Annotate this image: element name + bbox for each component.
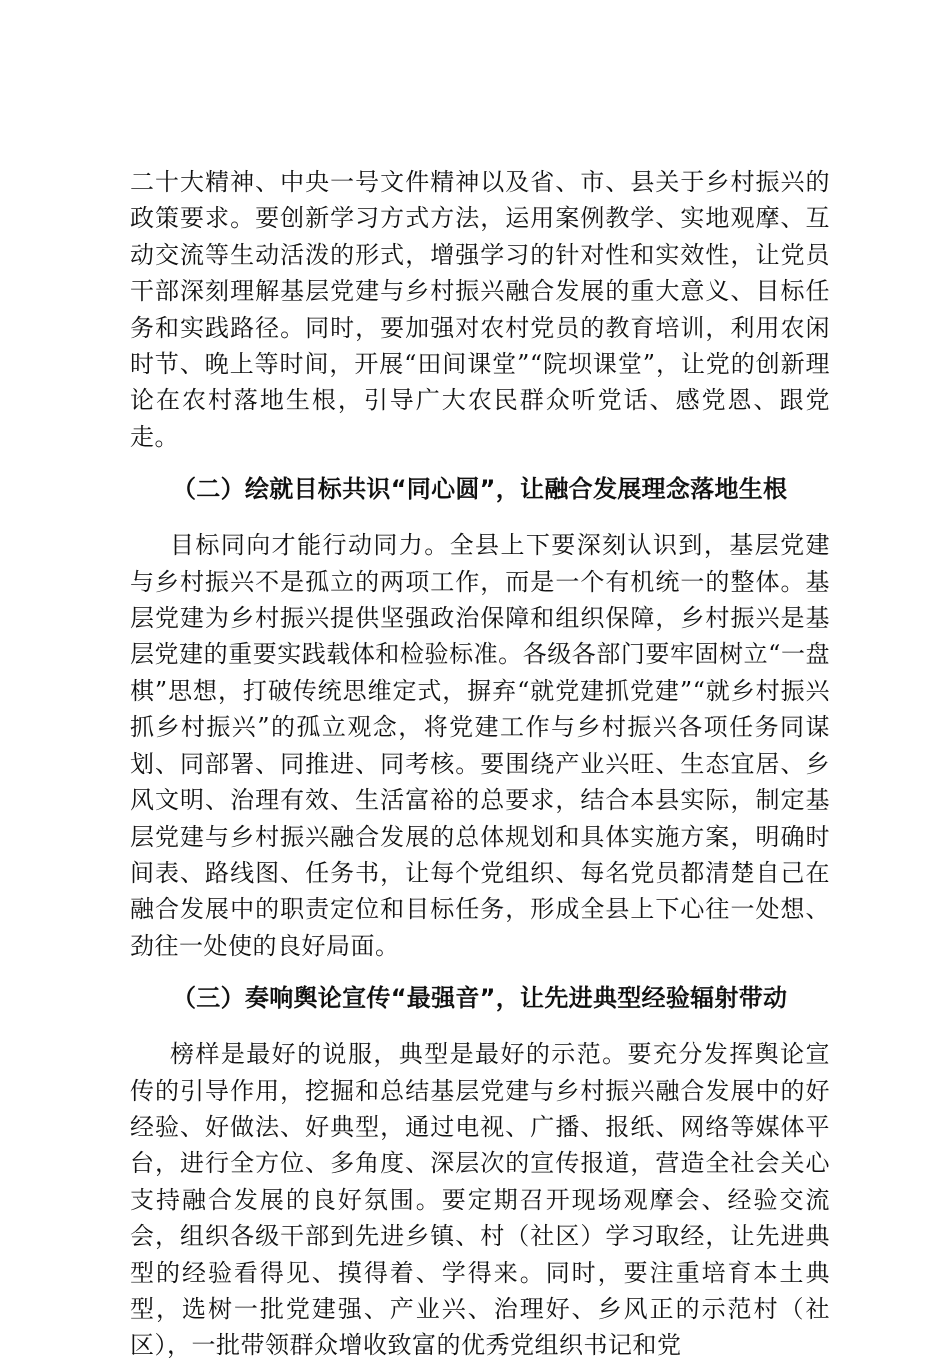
section-heading-2: （二）绘就目标共识“同心圆”，让融合发展理念落地生根: [172, 475, 788, 504]
section-heading-3: （三）奏响舆论宣传“最强音”，让先进典型经验辐射带动: [172, 984, 788, 1013]
paragraph-continued: 二十大精神、中央一号文件精神以及省、市、县关于乡村振兴的政策要求。要创新学习方式方法，运用案例教学、实地观摩、互动交流等生动活泼的形式，增强学习的针对性和实效性，让党员干部深刻理解基层党建与乡村振兴融合发展的重大意义、目标任务和实践路径。同时，要加强对农村党员的教育培训，利用农闲时节、晚上等时间，开展“田间课堂”“院坝课堂”，让党的创新理论在农村落地生根，引导广大农民群众听党话、感党恩、跟党走。: [130, 168, 830, 451]
document-body: [130, 164, 830, 1364]
paragraph-section-3: 榜样是最好的说服，典型是最好的示范。要充分发挥舆论宣传的引导作用，挖掘和总结基层党建与乡村振兴融合发展中的好经验、好做法、好典型，通过电视、广播、报纸、网络等媒体平台，进行全方位、多角度、深层次的宣传报道，营造全社会关心支持融合发展的良好氛围。要定期召开现场观摩会、经验交流会，组织各级干部到先进乡镇、村（社区）学习取经，让先进典型的经验看得见、摸得着、学得来。同时，要注重培育本土典型，选树一批党建强、产业兴、治理好、乡风正的示范村（社区），一批带领群众增收致富的优秀党组织书记和党: [130, 1040, 830, 1360]
paragraph-section-2: 目标同向才能行动同力。全县上下要深刻认识到，基层党建与乡村振兴不是孤立的两项工作，而是一个有机统一的整体。基层党建为乡村振兴提供坚强政治保障和组织保障，乡村振兴是基层党建的重要实践载体和检验标准。各级各部门要牢固树立“一盘棋”思想，打破传统思维定式，摒弃“就党建抓党建”“就乡村振兴抓乡村振兴”的孤立观念，将党建工作与乡村振兴各项任务同谋划、同部署、同推进、同考核。要围绕产业兴旺、生态宜居、乡风文明、治理有效、生活富裕的总要求，结合本县实际，制定基层党建与乡村振兴融合发展的总体规划和具体实施方案，明确时间表、路线图、任务书，让每个党组织、每名党员都清楚自己在融合发展中的职责定位和目标任务，形成全县上下心往一处想、劲往一处使的良好局面。: [130, 531, 830, 960]
